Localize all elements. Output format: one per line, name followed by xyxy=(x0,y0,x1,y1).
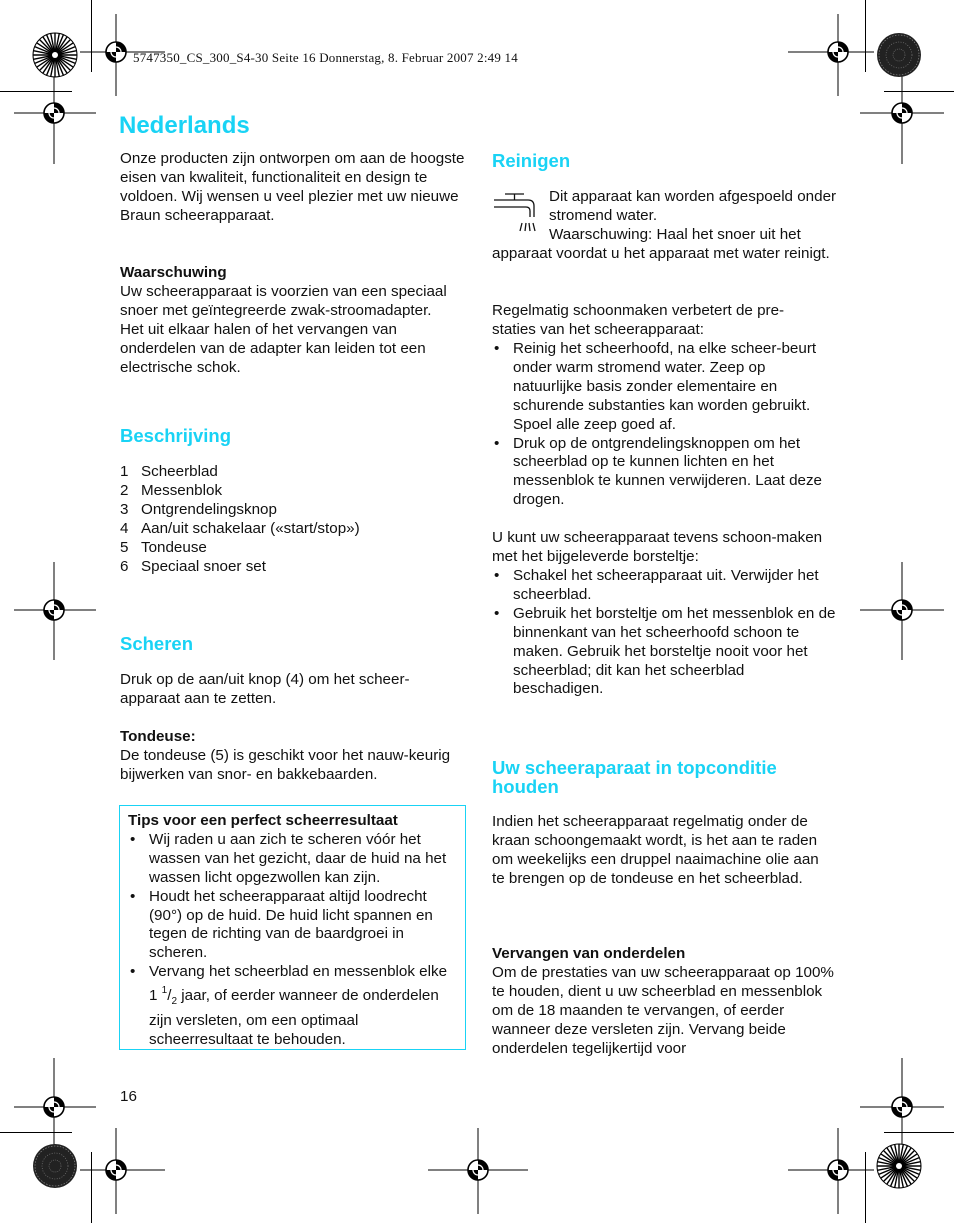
description-list xyxy=(120,463,465,576)
description-heading: Beschrijving xyxy=(120,425,232,446)
list-item: • Schakel het scheerapparaat uit. Verwijder het scheerblad. xyxy=(492,567,837,605)
warning-section xyxy=(120,264,465,377)
list-item: • Gebruik het borsteltje om het messenblok en de binnenkant van het scheerhoofd schoon te maken. Gebruik het borsteltje nooit voor het scheerblad; dit kan het scheerblad beschadigen. xyxy=(492,605,837,700)
cleaning-heading: Reinigen xyxy=(492,150,571,171)
warning-heading: Waarschuwing xyxy=(120,264,227,281)
tips-list xyxy=(128,831,457,1050)
list-item: 4 Aan/uit schakelaar («start/stop») xyxy=(120,519,360,537)
replacement-heading: Vervangen van onderdelen xyxy=(492,945,686,962)
list-item: 3 Ontgrendelingsknop xyxy=(120,500,277,518)
topcondition-text: Indien het scheerapparaat regelmatig onder de kraan schoongemaakt wordt, is het aan te raden om weekelijks een druppel naaimachine olie aan te brengen op de tondeuse en het scheerblad. xyxy=(492,813,819,887)
cleaning-list-2 xyxy=(492,567,837,699)
trimmer-text: De tondeuse (5) is geschikt voor het nauw-keurig bijwerken van snor- en bakkebaarden. xyxy=(120,746,451,783)
list-item: 2 Messenblok xyxy=(120,481,223,499)
warning-text: Uw scheerapparaat is voorzien van een speciaal snoer met geïntegreerde zwak-stroomadapter. Het uit elkaar halen of het vervangen van onderdelen van de adapter kan leiden tot een electrische schok. xyxy=(120,282,447,376)
list-item: • Houdt het scheerapparaat altijd loodrecht (90°) op de huid. De huid licht spannen en tegen de richting van de baardgroei in scheren. xyxy=(128,888,457,964)
list-item: • Wij raden u aan zich te scheren vóór het wassen van het gezicht, daar de huid na het wassen licht opgezwollen kan zijn. xyxy=(128,831,457,888)
list-item: • Reinig het scheerhoofd, na elke scheer-beurt onder warm stromend water. Zeep op natuurlijke basis zonder elementaire en schurende substanties kan worden gebruikt. Spoel alle zeep goed af. xyxy=(492,340,818,435)
list-item: 5 Tondeuse xyxy=(120,538,207,556)
trimmer-section xyxy=(120,728,465,785)
page-number: 16 xyxy=(120,1088,137,1105)
cleaning-paragraph-2: U kunt uw scheerapparaat tevens schoon-maken met het bijgeleverde borsteltje: xyxy=(492,529,823,565)
cleaning-list-1 xyxy=(492,340,837,510)
cleaning-paragraph-1: Regelmatig schoonmaken verbetert de pre-staties van het scheerapparaat: xyxy=(492,302,785,338)
list-item: • Druk op de ontgrendelingsknoppen om het scheerblad op te kunnen lichten en het messenblok te kunnen verwijderen. Laat deze drogen. xyxy=(492,435,837,511)
page-title: Nederlands xyxy=(119,112,250,139)
cleaning-warning: Waarschuwing: Haal het snoer uit het apparaat voordat u het apparaat met water reinigt. xyxy=(492,226,830,262)
list-item: 6 Speciaal snoer set xyxy=(120,557,266,575)
cleaning-icon-text: Dit apparaat kan worden afgespoeld onder stromend water. xyxy=(549,188,837,224)
replacement-section xyxy=(492,945,837,1058)
tips-heading: Tips voor een perfect scheerresultaat xyxy=(128,812,398,829)
shaving-heading: Scheren xyxy=(120,633,194,654)
trimmer-heading: Tondeuse: xyxy=(120,728,196,745)
intro-paragraph: Onze producten zijn ontworpen om aan de hoogste eisen van kwaliteit, functionaliteit en design te voldoen. Wij wensen u veel plezier met uw nieuwe Braun scheerapparaat. xyxy=(120,150,465,224)
print-slug: 5747350_CS_300_S4-30 Seite 16 Donnerstag, 8. Februar 2007 2:49 14 xyxy=(133,50,518,65)
shaving-text: Druk op de aan/uit knop (4) om het scheer-apparaat aan te zetten. xyxy=(120,671,410,707)
tips-box xyxy=(119,805,466,1050)
topcondition-heading: Uw scheeraparaat in topconditie houden xyxy=(492,757,777,797)
replacement-text: Om de prestaties van uw scheerapparaat op 100% te houden, dient u uw scheerblad en messenblok om de 18 maanden te vervangen, of eerder wanneer deze versleten zijn. Vervang beide onderdelen tegelijkertijd voor xyxy=(492,963,834,1057)
list-item: 1 Scheerblad xyxy=(120,463,218,480)
list-item: • Vervang het scheerblad en messenblok elke 1 $^1/_2$ jaar, of eerder wanneer de onderdelen zijn versleten, om een optimaal scheerresultaat te behouden. xyxy=(128,963,457,1050)
